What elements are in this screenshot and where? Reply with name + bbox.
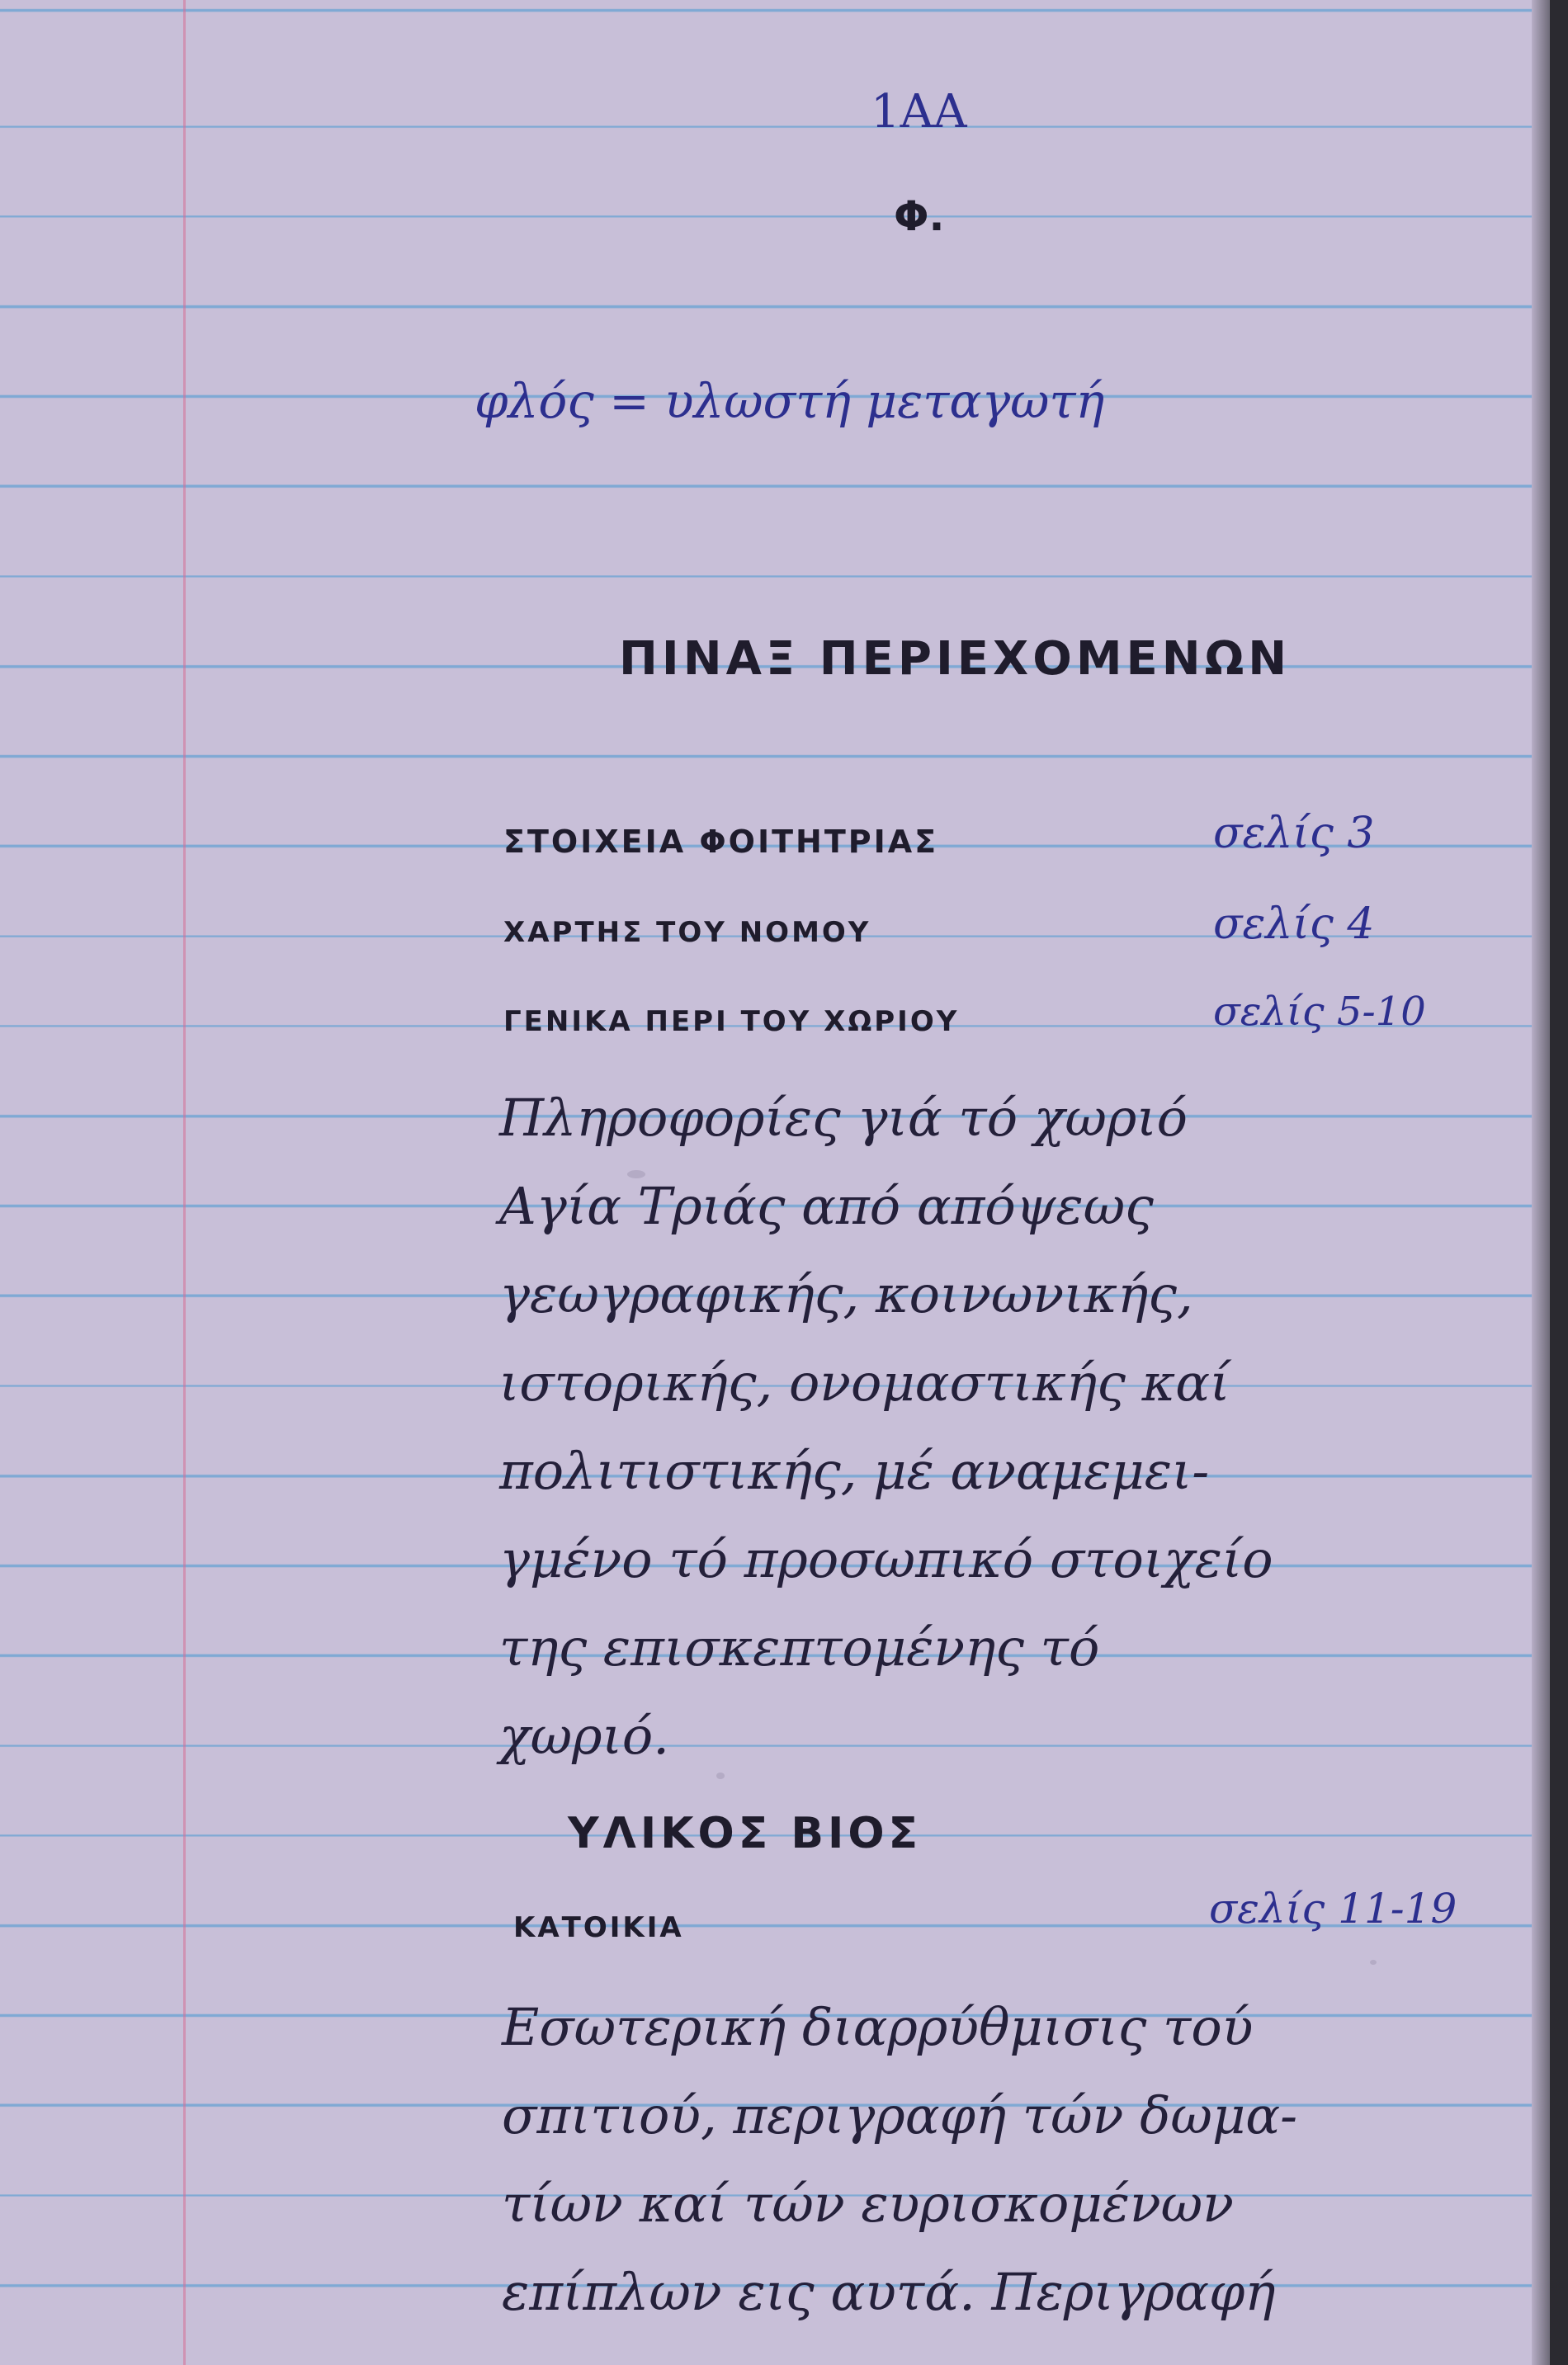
toc-entry-pages: σελίς 11-19	[1209, 1885, 1457, 1933]
text-line: επίπλων εις αυτά. Περιγραφή	[502, 2262, 1276, 2322]
margin-line	[183, 0, 186, 2365]
toc-entry-pages: σελίς 3	[1213, 809, 1375, 858]
table-of-contents-heading: ΠΙΝΑΞ ΠΕΡΙΕΧΟΜΕΝΩΝ	[619, 632, 1292, 686]
toc-entry-title: ΚΑΤΟΙΚΙΑ	[513, 1911, 684, 1944]
toc-entry-pages: σελίς 4	[1213, 899, 1375, 949]
definition-line: φλός = υλωστή μεταγωτή	[475, 373, 1105, 429]
text-line: γμένο τό προσωπικό στοιχείο	[499, 1529, 1273, 1589]
text-line: της επισκεπτομένης τό	[499, 1617, 1100, 1678]
ink-spot	[716, 1773, 725, 1779]
section-heading: ΥΛΙΚΟΣ ΒΙΟΣ	[568, 1809, 923, 1858]
text-line: χωριό.	[499, 1706, 669, 1766]
text-line: Εσωτερική διαρρύθμισις τού	[502, 1997, 1254, 2057]
page-number: 1ΑΑ	[871, 85, 967, 139]
ink-spot	[1370, 1960, 1377, 1965]
text-line: Πληροφορίες γιά τό χωριό	[499, 1088, 1188, 1148]
text-line: ιστορικής, ονομαστικής καί	[499, 1352, 1230, 1413]
toc-entry-pages: σελίς 5-10	[1213, 989, 1426, 1035]
page-edge	[1532, 0, 1550, 2365]
text-line: γεωγραφικής, κοινωνικής,	[499, 1264, 1193, 1324]
text-line: Αγία Τριάς από απόψεως	[499, 1176, 1154, 1236]
toc-entry-title: ΓΕΝΙΚΑ ΠΕΡΙ ΤΟΥ ΧΩΡΙΟΥ	[503, 1005, 960, 1038]
text-line: πολιτιστικής, μέ αναμεμει-	[499, 1441, 1210, 1501]
text-line: τίων καί τών ευρισκομένων	[502, 2174, 1234, 2234]
toc-entry-title: ΣΤΟΙΧΕΙΑ ΦΟΙΤΗΤΡΙΑΣ	[503, 824, 939, 860]
toc-entry-title: ΧΑΡΤΗΣ ΤΟΥ ΝΟΜΟΥ	[503, 916, 871, 949]
section-letter: Φ.	[894, 192, 945, 240]
text-line: σπιτιού, περιγραφή τών δωμα-	[502, 2085, 1298, 2145]
